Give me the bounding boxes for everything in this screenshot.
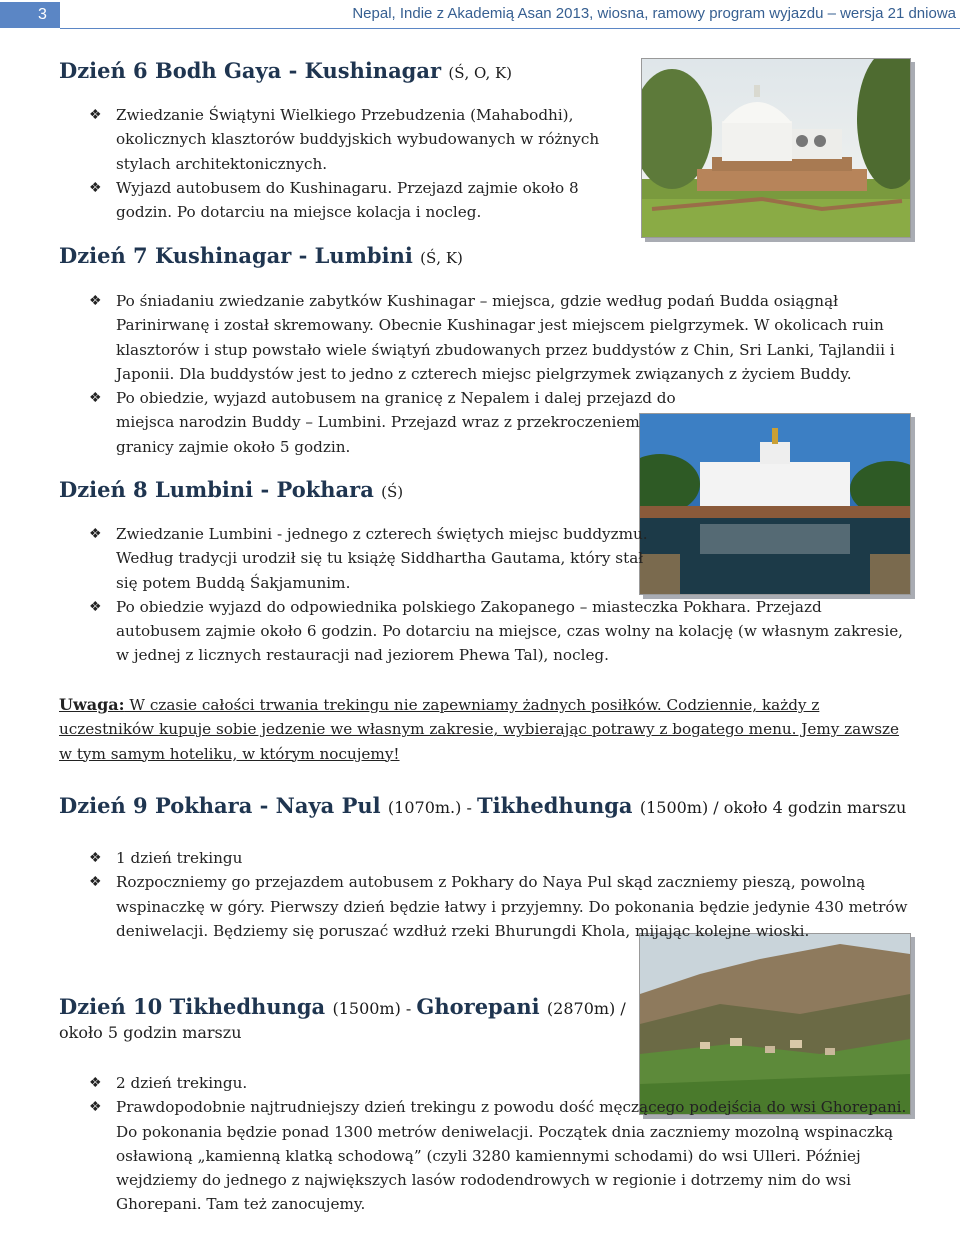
diamond-bullet-icon: ❖ xyxy=(89,1099,102,1116)
day6-list xyxy=(59,103,619,224)
day7-meals: (Ś, K) xyxy=(420,249,463,267)
day9-list xyxy=(59,846,914,943)
diamond-bullet-icon: ❖ xyxy=(89,526,102,542)
list-item: ❖ 1 dzień trekingu xyxy=(59,846,914,870)
day10-list xyxy=(59,1071,909,1217)
list-item: ❖ Po obiedzie, wyjazd autobusem na granicę z Nepalem i dalej przejazd do miejsca narodzin Buddy – Lumbini. Przejazd wraz z przekroczeniem granicy zajmie około 5 godzin. xyxy=(59,386,681,459)
list-item: ❖ Zwiedzanie Lumbini - jednego z czterech świętych miejsc buddyzmu. Według tradycji urodził się tu książę Siddhartha Gautama, który stał się potem Buddą Śakjamunim. xyxy=(59,522,656,595)
day7-heading xyxy=(59,243,463,268)
list-item: ❖ Zwiedzanie Świątyni Wielkiego Przebudzenia (Mahabodhi), okolicznych klasztorów buddyjskich wybudowanych w różnych stylach architektonicznych. xyxy=(59,103,619,176)
list-item: ❖ 2 dzień trekingu. xyxy=(59,1071,909,1095)
list-item: ❖ Wyjazd autobusem do Kushinagaru. Przejazd zajmie około 8 godzin. Po dotarciu na miejsce kolacja i nocleg. xyxy=(59,176,619,225)
running-title: Nepal, Indie z Akademią Asan 2013, wiosna, ramowy program wyjazdu – wersja 21 dniowa xyxy=(352,5,956,22)
day10-heading: Dzień 10 Tikhedhunga (1500m) - Ghorepani (2870m) / xyxy=(59,994,626,1019)
day7-title: Dzień 7 Kushinagar - Lumbini xyxy=(59,243,413,268)
day8-list xyxy=(59,522,909,668)
day10-duration: około 5 godzin marszu xyxy=(59,1023,242,1042)
note-label: Uwaga: xyxy=(59,695,125,714)
day6-heading xyxy=(59,58,512,83)
diamond-bullet-icon: ❖ xyxy=(89,179,102,196)
diamond-bullet-icon: ❖ xyxy=(89,598,102,615)
list-item: ❖ Po śniadaniu zwiedzanie zabytków Kushinagar – miejsca, gdzie według podań Budda osiągnął Parinirwanę i został skremowany. Obecnie Kushinagar jest miejscem pielgrzymek. W okolicach ruin klasztorów i stup powstało wiele świątyń zbudowanych przez buddystów z Chin, Sri Lanki, Tajlandii i Japonii. Dla buddystów jest to jedno z czterech miejsc pielgrzymek związanych z życiem Buddy. xyxy=(59,289,909,386)
list-item: ❖ Po obiedzie wyjazd do odpowiednika polskiego Zakopanego – miasteczka Pokhara. Przejazd autobusem zajmie około 6 godzin. Po dotarciu na miejsce, czas wolny na kolację (w własnym zakresie, w jednej z licznych restauracji nad jeziorem Phewa Tal), nocleg. xyxy=(59,595,909,668)
list-item: ❖ Prawdopodobnie najtrudniejszy dzień trekingu z powodu dość męczącego podejścia do wsi Ghorepani. Do pokonania będzie ponad 1300 metrów deniwelacji. Początek dnia zaczniemy mozolną wspinaczką osławioną „kamienną klatką schodową” (czyli 3280 kamiennymi schodami) do wsi Ulleri. Później wejdziemy do jednego z największych lasów rododendrowych w regionie i dotrzemy nim do wsi Ghorepani. Tam też zanocujemy. xyxy=(59,1095,909,1216)
day8-heading xyxy=(59,477,403,502)
day9-heading: Dzień 9 Pokhara - Naya Pul (1070m.) - Tikhedhunga (1500m) / około 4 godzin marszu xyxy=(59,793,907,818)
day6-title: Dzień 6 Bodh Gaya - Kushinagar xyxy=(59,58,442,83)
day7-list xyxy=(59,289,909,459)
list-item: ❖ Rozpoczniemy go przejazdem autobusem z Pokhary do Naya Pul skąd zaczniemy pieszą, powolną wspinaczkę w góry. Pierwszy dzień będzie łatwy i przyjemny. Do pokonania będzie jedynie 430 metrów deniwelacji. Będziemy się poruszać wzdłuż rzeki Bhurungdi Khola, mijając kolejne wioski. xyxy=(59,870,914,943)
note-text: W czasie całości trwania trekingu nie zapewniamy żadnych posiłków. Codziennie, każdy z uczestników kupuje sobie jedzenie we własnym zakresie, wybierając potrawy z bogatego menu. Jemy zawsze w tym samym hoteliku, w którym nocujemy! xyxy=(59,696,900,763)
day8-meals: (Ś) xyxy=(381,483,404,501)
day8-title: Dzień 8 Lumbini - Pokhara xyxy=(59,477,374,502)
diamond-bullet-icon: ❖ xyxy=(89,850,102,866)
stupa-photo xyxy=(641,58,911,238)
header-rule xyxy=(60,28,960,29)
page-number: 3 xyxy=(0,2,60,28)
diamond-bullet-icon: ❖ xyxy=(89,293,102,309)
diamond-bullet-icon: ❖ xyxy=(89,107,102,123)
day6-meals: (Ś, O, K) xyxy=(448,64,513,82)
page-header xyxy=(0,0,960,30)
diamond-bullet-icon: ❖ xyxy=(89,390,102,407)
meals-note xyxy=(59,693,909,766)
diamond-bullet-icon: ❖ xyxy=(89,874,102,891)
diamond-bullet-icon: ❖ xyxy=(89,1075,102,1091)
